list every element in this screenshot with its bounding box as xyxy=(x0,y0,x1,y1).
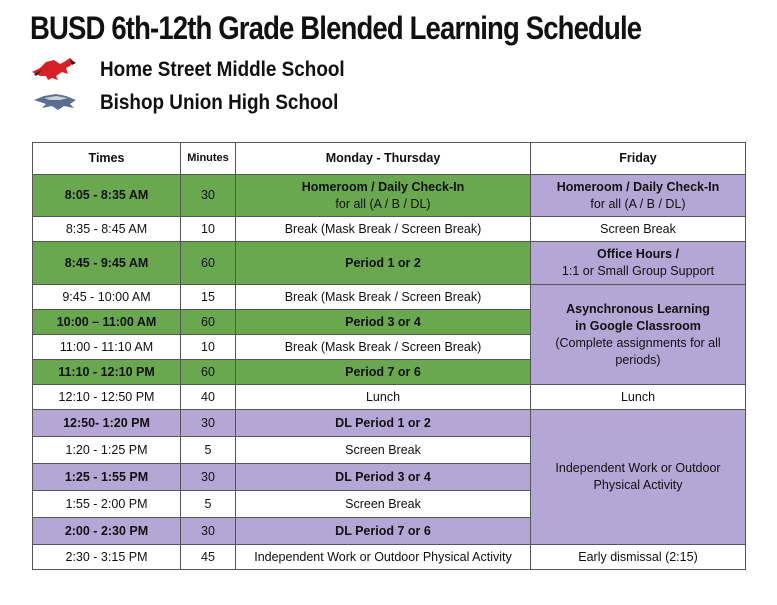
monthu-cell: Break (Mask Break / Screen Break) xyxy=(236,285,531,310)
friday-line: Office Hours / xyxy=(597,247,679,261)
time-cell: 10:00 – 11:00 AM xyxy=(33,310,181,335)
friday-line: (Complete assignments for all periods) xyxy=(555,335,721,367)
monthu-cell: Break (Mask Break / Screen Break) xyxy=(236,217,531,242)
header-monthu: Monday - Thursday xyxy=(236,143,531,175)
time-cell: 9:45 - 10:00 AM xyxy=(33,285,181,310)
header-minutes: Minutes xyxy=(181,143,236,175)
friday-line: Physical Activity xyxy=(593,478,683,492)
friday-line: Asynchronous Learning xyxy=(566,301,710,316)
header-times: Times xyxy=(33,143,181,175)
friday-line: Independent Work or Outdoor xyxy=(555,461,721,475)
minutes-cell: 60 xyxy=(181,310,236,335)
friday-screen-break-cell: Screen Break xyxy=(531,217,746,242)
table-row xyxy=(33,175,746,217)
minutes-cell: 30 xyxy=(181,410,236,437)
table-row xyxy=(33,545,746,570)
header-friday: Friday xyxy=(531,143,746,175)
minutes-cell: 45 xyxy=(181,545,236,570)
minutes-cell: 40 xyxy=(181,385,236,410)
time-cell: 8:05 - 8:35 AM xyxy=(33,175,181,217)
monthu-line: Homeroom / Daily Check-In xyxy=(301,179,465,194)
time-cell: 12:50- 1:20 PM xyxy=(33,410,181,437)
friday-line: for all (A / B / DL) xyxy=(590,196,686,211)
schedule-table xyxy=(32,142,746,570)
friday-independent-cell xyxy=(531,410,746,545)
monthu-cell: Lunch xyxy=(236,385,531,410)
friday-line: in Google Classroom xyxy=(575,318,701,333)
minutes-cell: 10 xyxy=(181,217,236,242)
monthu-cell xyxy=(236,175,531,217)
time-cell: 8:35 - 8:45 AM xyxy=(33,217,181,242)
monthu-cell: Break (Mask Break / Screen Break) xyxy=(236,335,531,360)
minutes-cell: 30 xyxy=(181,464,236,491)
page-title: BUSD 6th-12th Grade Blended Learning Schedule xyxy=(30,10,642,46)
friday-homeroom-cell xyxy=(531,175,746,217)
monthu-cell: Period 3 or 4 xyxy=(236,310,531,335)
monthu-cell: Independent Work or Outdoor Physical Activity xyxy=(236,545,531,570)
time-cell: 1:25 - 1:55 PM xyxy=(33,464,181,491)
school-name-middle: Home Street Middle School xyxy=(100,58,345,81)
table-row xyxy=(33,285,746,310)
friday-line: 1:1 or Small Group Support xyxy=(561,264,715,278)
monthu-cell: Period 7 or 6 xyxy=(236,360,531,385)
mustang-icon xyxy=(30,56,80,82)
friday-async-cell xyxy=(531,285,746,385)
table-row xyxy=(33,217,746,242)
friday-lunch-cell: Lunch xyxy=(531,385,746,410)
minutes-cell: 15 xyxy=(181,285,236,310)
school-name-high: Bishop Union High School xyxy=(100,91,339,114)
minutes-cell: 30 xyxy=(181,175,236,217)
monthu-cell: DL Period 3 or 4 xyxy=(236,464,531,491)
bronco-icon xyxy=(30,90,80,116)
monthu-cell: DL Period 7 or 6 xyxy=(236,518,531,545)
time-cell: 12:10 - 12:50 PM xyxy=(33,385,181,410)
monthu-line: for all (A / B / DL) xyxy=(335,196,431,211)
monthu-cell: DL Period 1 or 2 xyxy=(236,410,531,437)
table-row xyxy=(33,242,746,285)
minutes-cell: 60 xyxy=(181,360,236,385)
friday-line: Homeroom / Daily Check-In xyxy=(556,179,720,194)
monthu-cell: Screen Break xyxy=(236,491,531,518)
time-cell: 8:45 - 9:45 AM xyxy=(33,242,181,285)
time-cell: 11:10 - 12:10 PM xyxy=(33,360,181,385)
minutes-cell: 10 xyxy=(181,335,236,360)
time-cell: 1:55 - 2:00 PM xyxy=(33,491,181,518)
monthu-cell: Screen Break xyxy=(236,437,531,464)
minutes-cell: 5 xyxy=(181,491,236,518)
table-row xyxy=(33,410,746,437)
table-row xyxy=(33,385,746,410)
time-cell: 11:00 - 11:10 AM xyxy=(33,335,181,360)
monthu-cell: Period 1 or 2 xyxy=(236,242,531,285)
time-cell: 2:00 - 2:30 PM xyxy=(33,518,181,545)
time-cell: 2:30 - 3:15 PM xyxy=(33,545,181,570)
minutes-cell: 30 xyxy=(181,518,236,545)
friday-dismissal-cell: Early dismissal (2:15) xyxy=(531,545,746,570)
friday-office-hours-cell xyxy=(531,242,746,285)
header-row xyxy=(33,143,746,175)
time-cell: 1:20 - 1:25 PM xyxy=(33,437,181,464)
minutes-cell: 60 xyxy=(181,242,236,285)
minutes-cell: 5 xyxy=(181,437,236,464)
